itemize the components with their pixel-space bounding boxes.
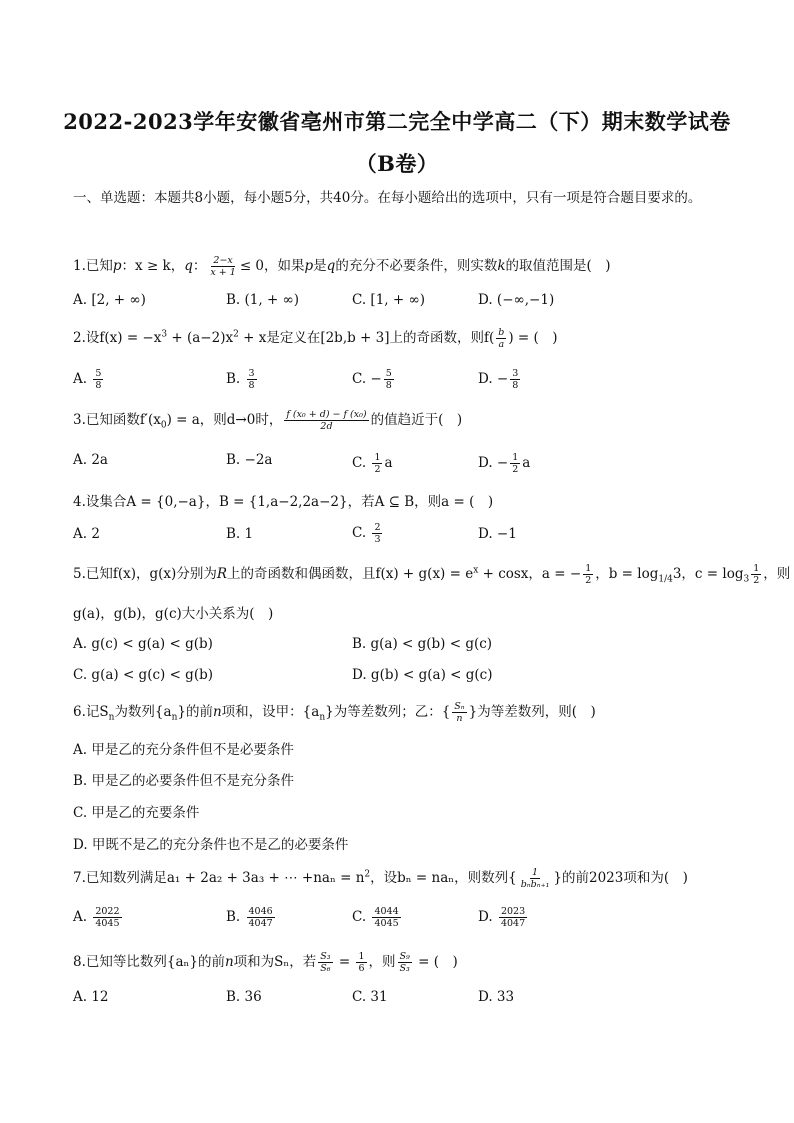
frac-den: S₃ bbox=[399, 963, 410, 974]
q5-log-base: 1/4 bbox=[658, 574, 673, 585]
q8-text: = bbox=[334, 954, 355, 970]
q1-fraction bbox=[208, 255, 237, 278]
exam-title-volume: （B卷） bbox=[355, 151, 439, 176]
frac-den: 2 bbox=[753, 575, 760, 586]
frac-num: 4046 bbox=[248, 906, 273, 917]
frac-num: 1 bbox=[585, 563, 592, 574]
q3-option-b: B. −2a bbox=[226, 452, 273, 468]
frac-num: 1 bbox=[358, 951, 365, 962]
q3-text: ) = a，则d→0时， bbox=[166, 412, 283, 428]
q6-fraction bbox=[452, 701, 466, 724]
q1-text: ≤ 0，如果 bbox=[239, 258, 305, 274]
frac-den: 4047 bbox=[500, 918, 526, 929]
q8-text: = ( ) bbox=[413, 954, 458, 970]
q7-option-c bbox=[352, 906, 403, 929]
q1-text: ：x ≥ k， bbox=[121, 258, 185, 274]
q2-option-fraction bbox=[93, 368, 103, 391]
q4-option-c bbox=[352, 522, 384, 545]
q3-option-suffix: a bbox=[522, 455, 531, 471]
frac-num: 1 bbox=[512, 452, 519, 463]
q6-option-a: A. 甲是乙的充分条件但不是必要条件 bbox=[73, 742, 294, 758]
frac-num: 4044 bbox=[374, 906, 399, 917]
q5-log-base: 3 bbox=[743, 574, 750, 585]
q2-option-d bbox=[478, 368, 522, 391]
q2-option-b bbox=[226, 368, 259, 391]
q6-subscript: n bbox=[319, 712, 326, 723]
q8-text: 项和为Sₙ，若 bbox=[233, 954, 317, 970]
q2-text: + (a−2)x bbox=[167, 330, 234, 346]
frac-num: 3 bbox=[248, 368, 255, 379]
q5-text: ，b = log bbox=[595, 566, 659, 582]
q7-option-label: B. bbox=[226, 909, 245, 925]
q3-option-label: C. bbox=[352, 455, 371, 471]
frac-num: 2023 bbox=[500, 906, 526, 917]
frac-den: S₆ bbox=[320, 963, 331, 974]
q4-option-fraction bbox=[372, 522, 382, 545]
q5-var-r: R bbox=[216, 566, 227, 582]
q3-option-suffix: a bbox=[384, 455, 393, 471]
q5-text: 3，c = log bbox=[672, 566, 744, 582]
q7-option-d bbox=[478, 906, 529, 929]
q1-var-q: q bbox=[326, 258, 336, 274]
question-3 bbox=[73, 408, 723, 432]
q3-fraction bbox=[284, 409, 368, 432]
question-4: 4.设集合A = {0,−a}，B = {1,a−2,2a−2}，若A ⊆ B，则a = ( ) bbox=[73, 494, 494, 510]
frac-num: S₉ bbox=[399, 951, 410, 962]
q5-text: ，则 bbox=[763, 566, 791, 582]
section-heading: 一、单选题：本题共8小题，每小题5分，共40分。在每小题给出的选项中，只有一项是符合题目要求的。 bbox=[73, 190, 702, 206]
q5-option-d: D. g(b) < g(a) < g(c) bbox=[352, 667, 493, 683]
q7-option-fraction bbox=[247, 906, 275, 929]
q1-var-p: p bbox=[112, 258, 122, 274]
frac-num: 1 bbox=[374, 452, 381, 463]
q3-option-a: A. 2a bbox=[73, 452, 108, 468]
q6-subscript: n bbox=[171, 712, 178, 723]
q8-option-b: B. 36 bbox=[226, 989, 262, 1005]
q8-text: ，则 bbox=[368, 954, 396, 970]
q2-option-label: B. bbox=[226, 371, 245, 387]
q7-text: }的前2023项和为( ) bbox=[553, 870, 688, 886]
question-5-line-2: g(a)，g(b)，g(c)大小关系为( ) bbox=[73, 606, 274, 622]
q7-exponent: 2 bbox=[364, 869, 371, 880]
q3-option-fraction bbox=[372, 452, 382, 475]
q7-text: 7.已知数列满足a₁ + 2a₂ + 3a₃ + ⋯ +naₙ = n bbox=[73, 870, 365, 886]
q1-frac-num: 2−x bbox=[213, 255, 233, 266]
q5-option-a: A. g(c) < g(a) < g(b) bbox=[73, 636, 213, 652]
exam-title: 2022-2023学年安徽省亳州市第二完全中学高二（下）期末数学试卷 bbox=[63, 109, 731, 134]
q5-option-c: C. g(a) < g(c) < g(b) bbox=[73, 667, 213, 683]
q5-fraction-a bbox=[583, 563, 593, 586]
frac-num: 5 bbox=[385, 368, 392, 379]
q3-option-d bbox=[478, 452, 530, 475]
q4-option-label: C. bbox=[352, 525, 371, 541]
q3-option-fraction bbox=[510, 452, 520, 475]
frac-den: 8 bbox=[512, 380, 519, 391]
q1-option-b: B. (1, + ∞) bbox=[226, 292, 300, 308]
q1-text: 是 bbox=[313, 258, 327, 274]
q2-frac-num: b bbox=[498, 327, 505, 338]
q6-text: 6.记S bbox=[73, 704, 109, 720]
frac-den: bₙbₙ₊₁ bbox=[520, 879, 550, 890]
q6-var-n: n bbox=[212, 704, 222, 720]
q6-text: 为数列{a bbox=[114, 704, 172, 720]
q1-text: 1.已知 bbox=[73, 258, 113, 274]
q1-var-k: k bbox=[497, 258, 506, 274]
q2-option-label: A. bbox=[73, 371, 92, 387]
frac-num: Sₙ bbox=[454, 701, 465, 712]
q6-subscript: n bbox=[108, 712, 115, 723]
q3-text: 3.已知函数f′(x bbox=[73, 412, 161, 428]
frac-den: 2 bbox=[512, 464, 519, 475]
q5-fraction-c bbox=[751, 563, 761, 586]
question-6 bbox=[73, 700, 723, 724]
q1-option-a: A. [2, + ∞) bbox=[73, 292, 146, 308]
q1-text: 的取值范围是( ) bbox=[505, 258, 611, 274]
q2-option-fraction bbox=[510, 368, 520, 391]
q7-option-label: C. bbox=[352, 909, 371, 925]
q1-var-q: q bbox=[184, 258, 193, 274]
q1-option-d: D. (−∞,−1) bbox=[478, 292, 555, 308]
frac-den: 4045 bbox=[95, 918, 120, 929]
q1-text: ： bbox=[192, 258, 207, 274]
q3-text: 的值趋近于( ) bbox=[370, 412, 463, 428]
q7-option-fraction bbox=[93, 906, 121, 929]
q7-option-fraction bbox=[499, 906, 527, 929]
frac-den: 8 bbox=[385, 380, 392, 391]
q4-option-a: A. 2 bbox=[73, 526, 100, 542]
q7-option-a bbox=[73, 906, 124, 929]
question-2 bbox=[73, 326, 723, 350]
q7-option-label: D. bbox=[478, 909, 497, 925]
q1-option-c: C. [1, + ∞) bbox=[352, 292, 425, 308]
frac-den: 8 bbox=[95, 380, 102, 391]
q2-exponent: 3 bbox=[161, 329, 168, 340]
q5-text: 5.已知f(x)，g(x)分别为 bbox=[73, 566, 217, 582]
q7-text: ，设bₙ = naₙ，则数列{ bbox=[370, 870, 517, 886]
q3-subscript: 0 bbox=[160, 420, 167, 431]
q3-option-c bbox=[352, 452, 393, 475]
frac-den: 2 bbox=[374, 464, 381, 475]
q2-text: + x是定义在[2b,b + 3]上的奇函数，则f( bbox=[238, 330, 495, 346]
frac-num: 1 bbox=[532, 867, 539, 878]
q6-text: }的前 bbox=[177, 704, 213, 720]
q4-option-d: D. −1 bbox=[478, 526, 517, 542]
frac-den: 4047 bbox=[248, 918, 273, 929]
q2-frac-den: a bbox=[498, 339, 505, 350]
q3-frac-num: f (x₀ + d) − f (x₀) bbox=[286, 409, 367, 420]
q2-option-a bbox=[73, 368, 105, 391]
q3-frac-den: 2d bbox=[320, 421, 333, 432]
q2-text: ) = ( ) bbox=[508, 330, 558, 346]
q6-text: }为等差数列；乙：{ bbox=[325, 704, 451, 720]
q2-option-fraction bbox=[247, 368, 257, 391]
q8-option-c: C. 31 bbox=[352, 989, 388, 1005]
frac-den: 3 bbox=[374, 534, 381, 545]
q5-exponent: x bbox=[473, 565, 479, 576]
frac-num: 1 bbox=[753, 563, 760, 574]
q4-option-b: B. 1 bbox=[226, 526, 254, 542]
q1-text: 的充分不必要条件，则实数 bbox=[335, 258, 498, 274]
q1-frac-den: x + 1 bbox=[210, 267, 236, 278]
frac-num: S₃ bbox=[320, 951, 331, 962]
q8-fraction bbox=[318, 951, 332, 974]
q1-var-p: p bbox=[304, 258, 314, 274]
frac-num: 5 bbox=[95, 368, 102, 379]
q2-option-c bbox=[352, 368, 396, 391]
q2-exponent: 2 bbox=[233, 329, 239, 340]
q2-option-label: C. − bbox=[352, 371, 382, 387]
q7-option-b bbox=[226, 906, 277, 929]
question-5 bbox=[73, 562, 791, 586]
frac-den: 8 bbox=[248, 380, 255, 391]
frac-num: 3 bbox=[512, 368, 519, 379]
q7-option-label: A. bbox=[73, 909, 92, 925]
frac-num: 2022 bbox=[95, 906, 120, 917]
question-8 bbox=[73, 950, 723, 974]
frac-den: 2 bbox=[585, 575, 592, 586]
q2-option-fraction bbox=[384, 368, 394, 391]
q8-option-a: A. 12 bbox=[73, 989, 109, 1005]
q8-fraction bbox=[356, 951, 366, 974]
q2-option-label: D. − bbox=[478, 371, 509, 387]
q8-fraction bbox=[398, 951, 412, 974]
frac-den: 6 bbox=[358, 963, 365, 974]
q2-fraction bbox=[496, 327, 506, 350]
q7-fraction bbox=[519, 867, 552, 890]
frac-den: n bbox=[456, 713, 463, 724]
q8-text: 8.已知等比数列{aₙ}的前 bbox=[73, 954, 225, 970]
q7-option-fraction bbox=[372, 906, 400, 929]
q5-text: + cosx，a = − bbox=[478, 566, 582, 582]
frac-num: 2 bbox=[374, 522, 381, 533]
frac-den: 4045 bbox=[374, 918, 399, 929]
q3-option-label: D. − bbox=[478, 455, 509, 471]
q6-option-c: C. 甲是乙的充要条件 bbox=[73, 805, 200, 821]
q6-option-b: B. 甲是乙的必要条件但不是充分条件 bbox=[73, 773, 295, 789]
q6-text: 项和，设甲：{a bbox=[221, 704, 320, 720]
q6-option-d: D. 甲既不是乙的充分条件也不是乙的必要条件 bbox=[73, 837, 349, 853]
q5-text: 上的奇函数和偶函数，且f(x) + g(x) = e bbox=[227, 566, 474, 582]
question-1 bbox=[73, 254, 723, 278]
q5-option-b: B. g(a) < g(b) < g(c) bbox=[352, 636, 493, 652]
q8-var-n: n bbox=[224, 954, 234, 970]
q6-text: }为等差数列，则( ) bbox=[468, 704, 596, 720]
question-7 bbox=[73, 866, 723, 890]
q2-text: 2.设f(x) = −x bbox=[73, 330, 162, 346]
q8-option-d: D. 33 bbox=[478, 989, 515, 1005]
